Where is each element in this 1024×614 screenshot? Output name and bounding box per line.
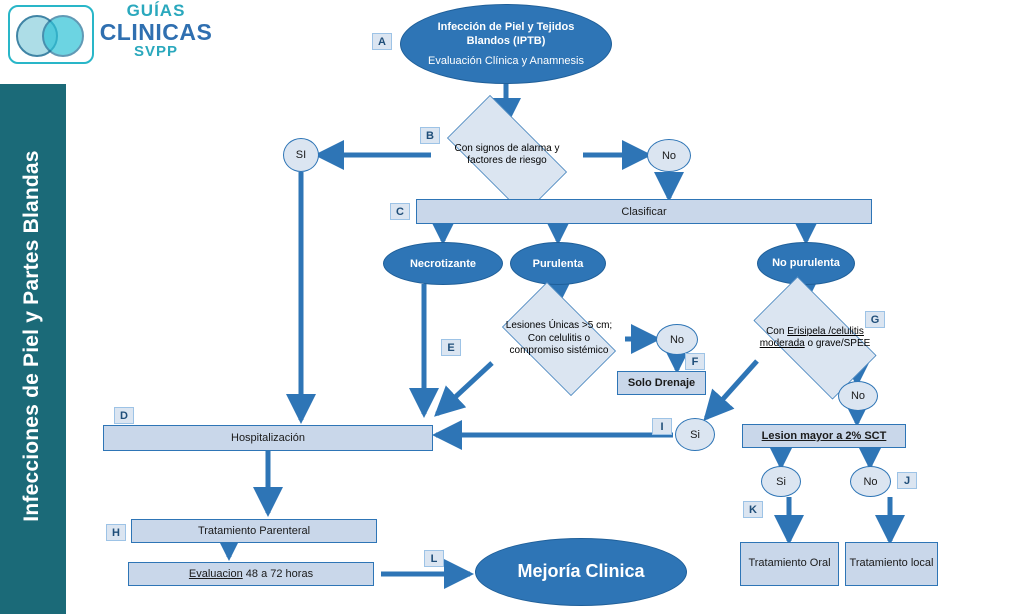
node-necrotizante[interactable] (383, 242, 503, 285)
tag-c: C (390, 203, 410, 220)
erisipela-text-post: o grave/SPEE (804, 338, 871, 349)
node-evaluacion-label-rest: 48 a 72 horas (242, 568, 314, 580)
node-tratamiento-parenteral-label: Tratamiento Parenteral (197, 525, 311, 537)
sidebar-banner (0, 84, 66, 614)
tag-d: D (114, 407, 134, 424)
node-si-erisipela-label: Si (690, 428, 700, 441)
node-si-lesion[interactable] (761, 466, 801, 497)
logo-line-1: GUÍAS (126, 1, 186, 20)
node-tratamiento-local[interactable] (845, 542, 938, 586)
logo-line-3: SVPP (133, 42, 179, 60)
node-clasificar[interactable] (416, 199, 872, 224)
tag-l: L (424, 550, 444, 567)
tag-i: I (652, 418, 672, 435)
node-lesion-mayor[interactable] (742, 424, 906, 448)
node-no-purulenta[interactable] (757, 242, 855, 285)
node-no-alarma-label: No (661, 149, 677, 162)
node-mejoria-clinica-label: Mejoría Clinica (517, 561, 645, 582)
node-evaluacion[interactable] (128, 562, 374, 586)
node-evaluacion-label-underline: Evaluacion (188, 568, 243, 580)
node-no-lesiones[interactable] (656, 324, 698, 355)
node-hospitalizacion[interactable] (103, 425, 433, 451)
logo-mark (8, 5, 94, 64)
node-decision-erisipela-label (736, 294, 894, 382)
node-decision-signos-alarma[interactable] (430, 112, 584, 198)
node-start-title: Infección de Piel y Tejidos Blandos (IPTB) (437, 20, 575, 47)
node-decision-lesiones[interactable] (490, 294, 628, 384)
node-tratamiento-parenteral[interactable] (131, 519, 377, 543)
tag-b: B (420, 127, 440, 144)
tag-g: G (865, 311, 885, 328)
node-no-erisipela[interactable] (838, 381, 878, 411)
node-necrotizante-label: Necrotizante (409, 257, 477, 270)
node-tratamiento-oral[interactable] (740, 542, 839, 586)
sidebar-banner-title: Infecciones de Piel y Partes Blandas (20, 150, 43, 522)
node-purulenta-label: Purulenta (532, 257, 584, 270)
erisipela-text-pre: Con (766, 325, 788, 337)
logo-circle-right-icon (42, 15, 84, 57)
node-solo-drenaje[interactable] (617, 371, 706, 395)
node-si-lesion-label: Si (776, 475, 786, 488)
node-start-subtitle: Evaluación Clínica y Anamnesis (428, 55, 584, 68)
node-no-lesion-label: No (863, 475, 878, 488)
tag-h: H (106, 524, 126, 541)
node-decision-lesiones-label: Lesiones Únicas >5 cm; Con celulitis o compromiso sistémico (505, 320, 613, 357)
node-si-erisipela[interactable] (675, 418, 715, 451)
node-no-purulenta-label: No purulenta (772, 256, 840, 269)
tag-j: J (897, 472, 917, 489)
node-no-erisipela-label: No (850, 390, 866, 402)
logo-text (96, 2, 216, 60)
node-decision-signos-alarma-label: Con signos de alarma y factores de riesgo (454, 142, 560, 166)
node-no-lesiones-label: No (669, 333, 685, 346)
logo-line-2: CLINICAS (99, 18, 213, 45)
erisipela-text-underline: Erisipela /celulitis moderada (759, 325, 864, 349)
node-purulenta[interactable] (510, 242, 606, 285)
node-decision-erisipela[interactable] (736, 294, 894, 382)
node-no-alarma[interactable] (647, 139, 691, 172)
node-start[interactable] (400, 4, 612, 84)
node-tratamiento-oral-label: Tratamiento Oral (748, 557, 831, 570)
tag-k: K (743, 501, 763, 518)
node-mejoria-clinica[interactable] (475, 538, 687, 606)
node-hospitalizacion-label: Hospitalización (231, 432, 305, 444)
tag-f: F (685, 353, 705, 370)
tag-e: E (441, 339, 461, 356)
node-clasificar-label: Clasificar (621, 205, 667, 218)
node-lesion-mayor-label: Lesion mayor a 2% SCT (761, 430, 887, 442)
node-si-alarma-label: SI (295, 149, 307, 161)
node-no-lesion[interactable] (850, 466, 891, 497)
node-tratamiento-local-label: Tratamiento local (849, 557, 934, 570)
node-si-alarma[interactable] (283, 138, 319, 172)
node-solo-drenaje-label: Solo Drenaje (627, 377, 696, 389)
tag-a: A (372, 33, 392, 50)
